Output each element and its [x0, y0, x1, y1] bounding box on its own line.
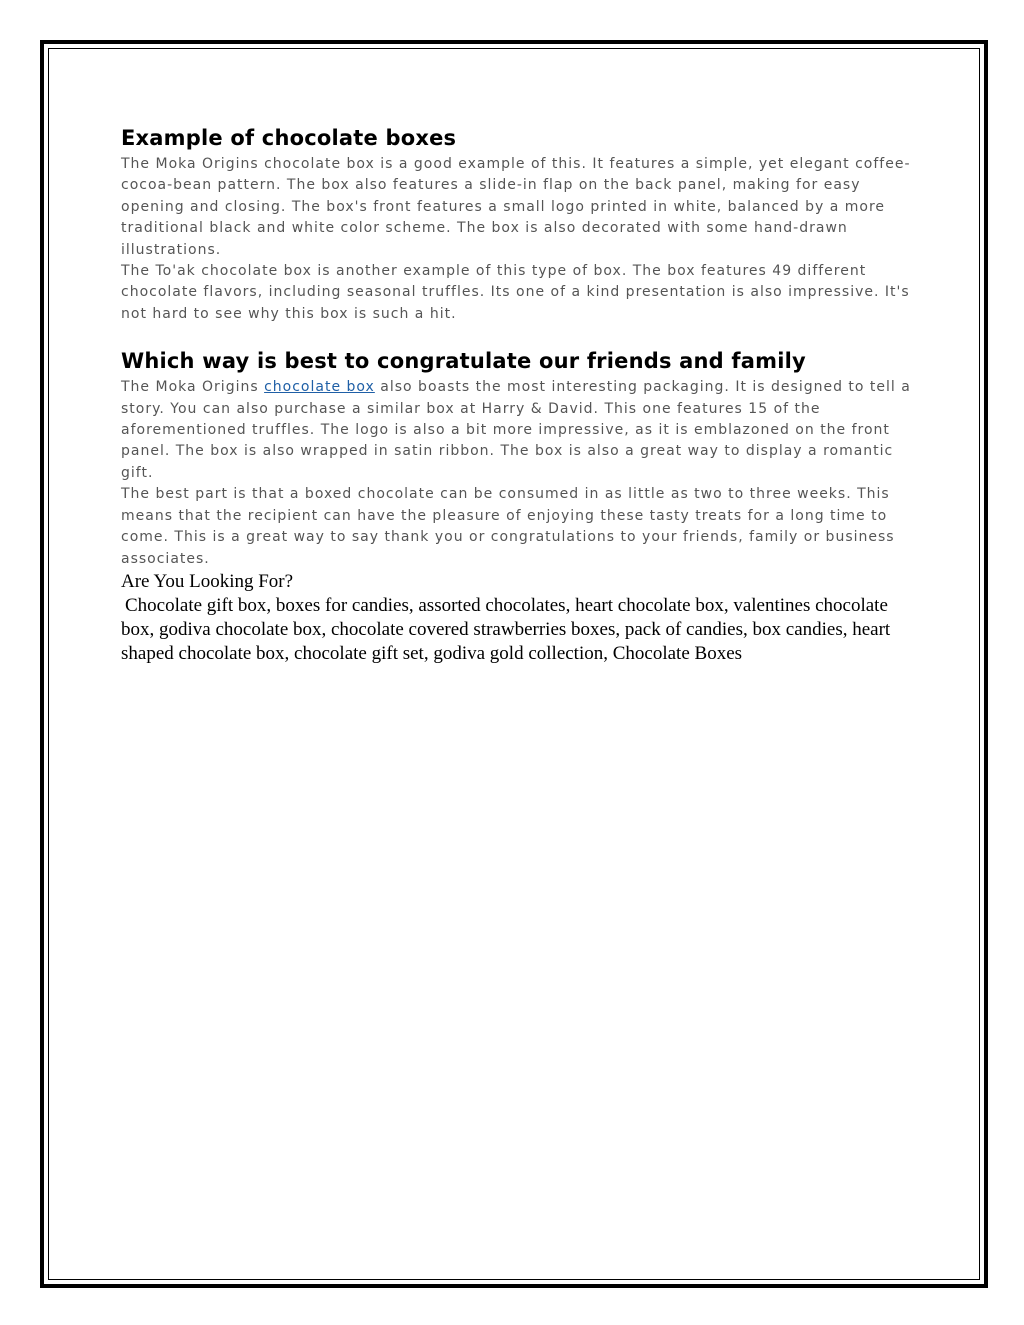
section-heading-congratulate: Which way is best to congratulate our friends and family — [121, 349, 806, 374]
paragraph-packaging — [121, 377, 911, 484]
paragraph-moka-origins: The Moka Origins chocolate box is a good example of this. It features a simple, yet elegant coffee-cocoa-bean pattern. The box also features a slide-in flap on the back panel, making for easy opening and closing. The box's front features a small logo printed in white, balanced by a more traditional black and white color scheme. The box is also decorated with some hand-drawn illustrations. — [121, 156, 911, 258]
keywords-list: Chocolate gift box, boxes for candies, assorted chocolates, heart chocolate box, valentines chocolate box, godiva chocolate box, chocolate covered strawberries boxes, pack of candies, box candies, heart shaped chocolate box, chocolate gift set, godiva gold collection, Chocolate Boxes — [121, 594, 891, 664]
paragraph-toak: The To'ak chocolate box is another example of this type of box. The box features 49 different chocolate flavors, including seasonal truffles. Its one of a kind presentation is also impressive. It's not hard to see why this box is such a hit. — [121, 263, 910, 322]
section-heading-example: Example of chocolate boxes — [121, 126, 457, 150]
paragraph-packaging-text-end: also boasts the most interesting packaging. It is designed to tell a story. You can also purchase a similar box at Harry & David. This one features 15 of the aforementioned truffles. The logo is also a bit more impressive, as it is emblazoned on the front panel. The box is also wrapped in satin ribbon. The box is also a great way to display a romantic gift. — [121, 379, 911, 481]
chocolate-box-link[interactable]: chocolate box — [264, 379, 375, 396]
looking-for-heading: Are You Looking For? — [121, 570, 294, 592]
paragraph-best-part: The best part is that a boxed chocolate can be consumed in as little as two to three weeks. This means that the recipient can have the pleasure of enjoying these tasty treats for a long time to come. This is a great way to say thank you or congratulations to your friends, family or business associates. — [121, 486, 895, 567]
document-content — [121, 120, 911, 666]
paragraph-packaging-text-start: The Moka Origins — [121, 379, 265, 396]
